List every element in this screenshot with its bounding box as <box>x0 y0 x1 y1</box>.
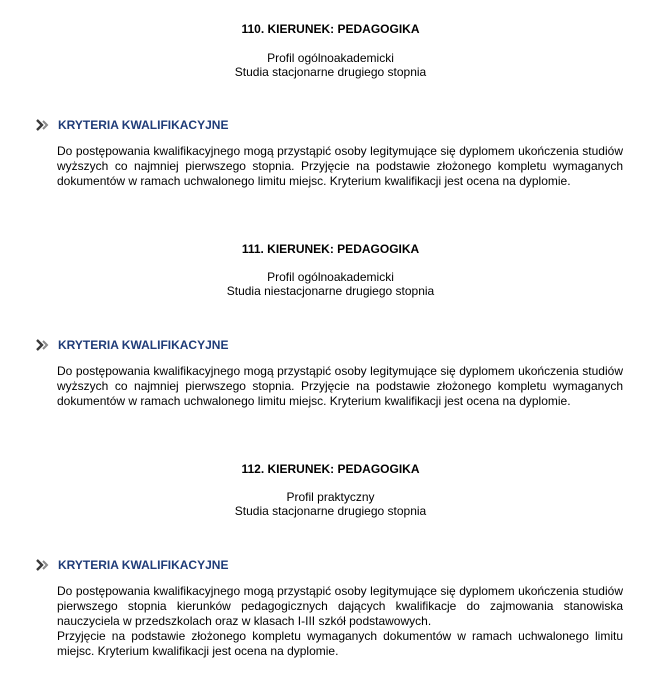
criteria-paragraph: Do postępowania kwalifikacyjnego mogą przystąpić osoby legitymujące się dyplomem ukończenia studiów wyższych co najmniej pierwszego stopnia. Przyjęcie na podstawie złożonego kompletu wymaganych dokumentów w ramach uchwalonego limitu miejsc. Kryterium kwalifikacji jest ocena na dyplomie. <box>57 364 623 408</box>
double-chevron-right-icon <box>34 337 52 353</box>
criteria-header <box>34 337 228 353</box>
criteria-header <box>34 117 228 133</box>
study-mode: Studia niestacjonarne drugiego stopnia <box>226 284 435 298</box>
criteria-heading: KRYTERIA KWALIFIKACYJNE <box>58 338 229 352</box>
criteria-paragraph: Do postępowania kwalifikacyjnego mogą przystąpić osoby legitymujące się dyplomem ukończenia studiów pierwszego stopnia kierunków pedagogicznych dających kwalifikacje do zajmowania stanowiska nauczyciela w przedszkolach oraz w klasach I-III szkół podstawowych. <box>57 584 623 628</box>
criteria-text <box>57 584 623 659</box>
criteria-paragraph: Przyjęcie na podstawie złożonego kompletu wymaganych dokumentów w ramach uchwalonego limitu miejsc. Kryterium kwalifikacji jest ocena na dyplomie. <box>57 629 623 658</box>
section-title: 110. KIERUNEK: PEDAGOGIKA <box>241 22 420 36</box>
study-profile: Profil ogólnoakademicki <box>267 270 394 284</box>
criteria-text <box>57 144 623 189</box>
study-profile: Profil ogólnoakademicki <box>267 51 394 65</box>
criteria-heading: KRYTERIA KWALIFIKACYJNE <box>58 118 229 132</box>
criteria-header <box>34 557 228 573</box>
study-profile: Profil praktyczny <box>286 490 375 504</box>
criteria-paragraph: Do postępowania kwalifikacyjnego mogą przystąpić osoby legitymujące się dyplomem ukończenia studiów wyższych co najmniej pierwszego stopnia. Przyjęcie na podstawie złożonego kompletu wymaganych dokumentów w ramach uchwalonego limitu miejsc. Kryterium kwalifikacji jest ocena na dyplomie. <box>57 144 623 188</box>
study-mode: Studia stacjonarne drugiego stopnia <box>234 65 427 79</box>
section-title: 111. KIERUNEK: PEDAGOGIKA <box>241 242 420 256</box>
double-chevron-right-icon <box>34 557 52 573</box>
double-chevron-right-icon <box>34 117 52 133</box>
criteria-heading: KRYTERIA KWALIFIKACYJNE <box>58 558 229 572</box>
section-title: 112. KIERUNEK: PEDAGOGIKA <box>241 462 420 476</box>
criteria-text <box>57 364 623 409</box>
study-mode: Studia stacjonarne drugiego stopnia <box>234 504 427 518</box>
